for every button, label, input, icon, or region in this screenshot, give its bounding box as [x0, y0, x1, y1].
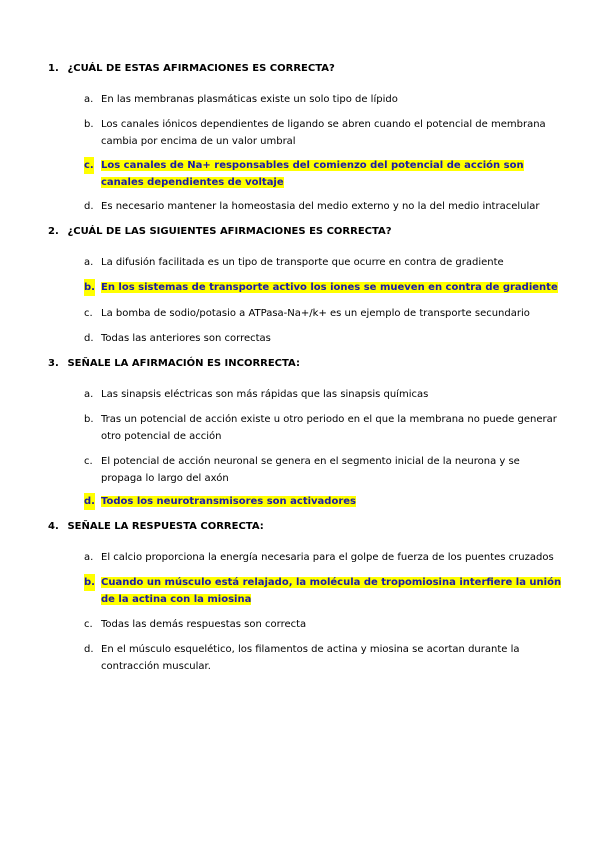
question-number: 4. — [48, 521, 59, 532]
question-text: SEÑALE LA RESPUESTA CORRECTA: — [67, 521, 264, 532]
option-text: El potencial de acción neuronal se genera en el segmento inicial de la neurona y se propaga lo largo del axón — [101, 456, 520, 484]
option-text: La difusión facilitada es un tipo de transporte que ocurre en contra de gradiente — [101, 257, 504, 268]
option-1c-correct — [84, 157, 562, 191]
option-4c — [84, 616, 562, 633]
option-1b — [84, 116, 562, 150]
option-4b-correct — [84, 574, 562, 608]
option-text: En las membranas plasmáticas existe un solo tipo de lípido — [101, 94, 398, 105]
option-3c — [84, 453, 562, 487]
option-3d-correct — [84, 493, 562, 510]
question-number: 3. — [48, 358, 59, 369]
option-2c — [84, 305, 562, 322]
option-2a — [84, 254, 562, 271]
question-2-title — [48, 226, 392, 237]
option-letter: a. — [84, 389, 94, 400]
option-text: El calcio proporciona la energía necesaria para el golpe de fuerza de los puentes cruzados — [101, 552, 554, 563]
question-4-title — [48, 521, 264, 532]
question-number: 2. — [48, 226, 59, 237]
option-3b — [84, 411, 562, 445]
question-text: ¿CUÁL DE ESTAS AFIRMACIONES ES CORRECTA? — [67, 63, 335, 74]
option-letter: d. — [84, 201, 94, 212]
option-letter: b. — [84, 574, 95, 591]
option-letter: c. — [84, 619, 93, 630]
option-letter: c. — [84, 157, 94, 174]
question-number: 1. — [48, 63, 59, 74]
option-text: En el músculo esquelético, los filamentos de actina y miosina se acortan durante la contracción muscular. — [101, 644, 520, 672]
question-1-title — [48, 63, 335, 74]
question-text: SEÑALE LA AFIRMACIÓN ES INCORRECTA: — [67, 358, 300, 369]
option-letter: a. — [84, 552, 94, 563]
option-letter: d. — [84, 493, 95, 510]
option-4a — [84, 549, 562, 566]
option-2d — [84, 330, 562, 347]
option-text: La bomba de sodio/potasio a ATPasa-Na+/k+ es un ejemplo de transporte secundario — [101, 308, 530, 319]
option-letter: b. — [84, 414, 94, 425]
option-2b-correct — [84, 279, 562, 296]
option-letter: d. — [84, 333, 94, 344]
option-letter: b. — [84, 119, 94, 130]
option-text: Todas las anteriores son correctas — [101, 333, 271, 344]
option-letter: d. — [84, 644, 94, 655]
option-4d — [84, 641, 562, 675]
option-3a — [84, 386, 562, 403]
option-letter: c. — [84, 456, 93, 467]
question-text: ¿CUÁL DE LAS SIGUIENTES AFIRMACIONES ES CORRECTA? — [67, 226, 392, 237]
option-1d — [84, 198, 562, 215]
option-text: Todas las demás respuestas son correcta — [101, 619, 307, 630]
option-text: Los canales iónicos dependientes de ligando se abren cuando el potencial de membrana cambia por encima de un valor umbral — [101, 119, 546, 147]
option-letter: a. — [84, 257, 94, 268]
option-text: Cuando un músculo está relajado, la molécula de tropomiosina interfiere la unión de la actina con la miosina — [101, 577, 562, 605]
option-text: Todos los neurotransmisores son activadores — [101, 496, 356, 507]
option-text: En los sistemas de transporte activo los iones se mueven en contra de gradiente — [101, 282, 558, 293]
option-letter: c. — [84, 308, 93, 319]
option-text: Los canales de Na+ responsables del comienzo del potencial de acción son canales dependientes de voltaje — [101, 160, 524, 188]
option-text: Es necesario mantener la homeostasia del medio externo y no la del medio intracelular — [101, 201, 540, 212]
option-text: Tras un potencial de acción existe u otro periodo en el que la membrana no puede generar otro potencial de acción — [101, 414, 557, 442]
option-text: Las sinapsis eléctricas son más rápidas que las sinapsis químicas — [101, 389, 429, 400]
option-letter: b. — [84, 279, 95, 296]
option-1a — [84, 91, 562, 108]
question-3-title — [48, 358, 300, 369]
option-letter: a. — [84, 94, 94, 105]
